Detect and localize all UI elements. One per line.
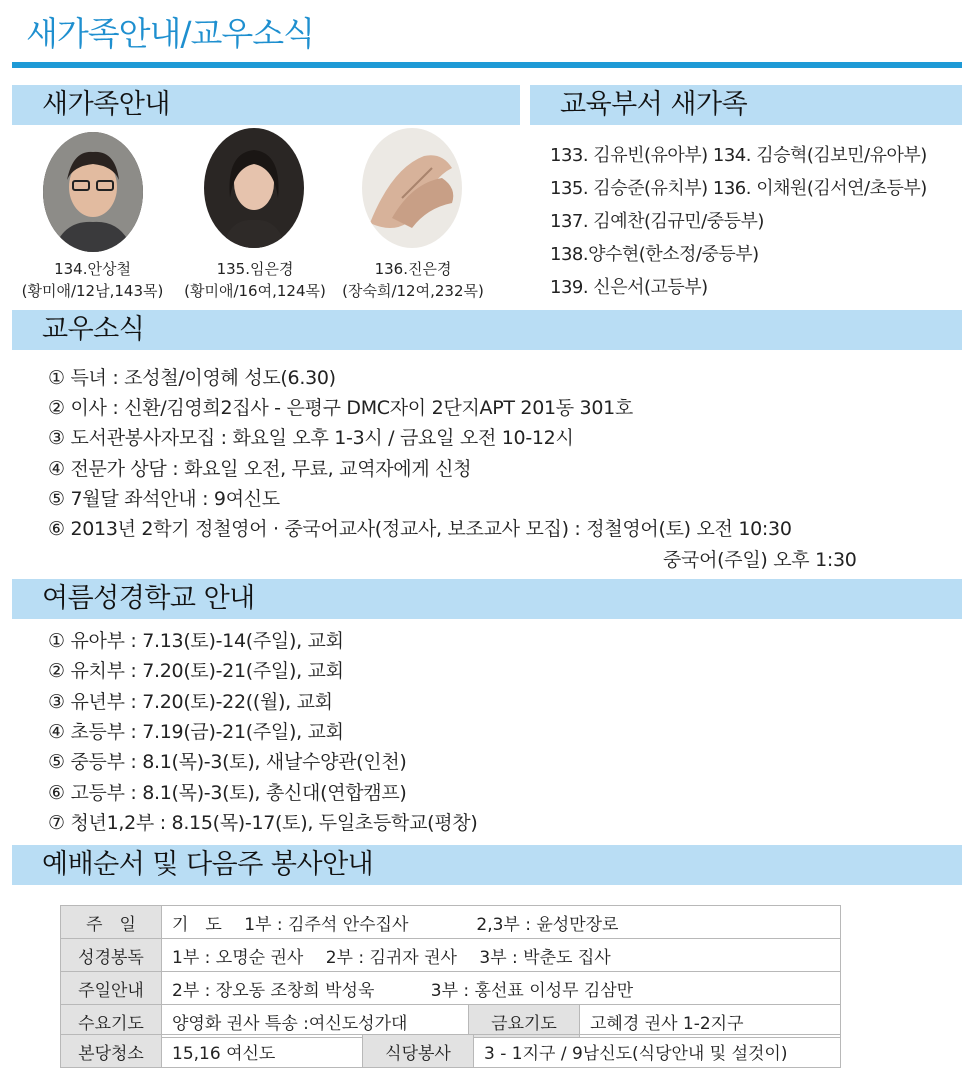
vbs-item: ⑥ 고등부 : 8.1(목)-3(토), 총신대(연합캠프) [48,782,407,804]
vbs-item: ⑤ 중등부 : 8.1(목)-3(토), 새날수양관(인천) [48,751,407,773]
news-item: ⑤ 7월달 좌석안내 : 9여신도 [48,488,280,510]
vbs-item: ③ 유년부 : 7.20(토)-22((월), 교회 [48,691,333,713]
edu-family-line: 138.양수현(한소정/중등부) [550,244,759,265]
person-caption-3 [333,258,493,302]
row-value: 3 - 1지구 / 9남신도(식당안내 및 설것이) [474,1035,841,1068]
row-label: 주 일 [61,906,162,939]
person-photo-3 [362,128,462,248]
table-row [61,939,841,972]
row-label: 식당봉사 [363,1035,474,1068]
news-item: ③ 도서관봉사자모집 : 화요일 오후 1-3시 / 금요일 오전 10-12시 [48,427,574,449]
person-detail: (황미애/12남,143목) [21,282,164,300]
news-item: ⑥ 2013년 2학기 정철영어 · 중국어교사(정교사, 보조교사 모집) : 정철영어(토) 오전 10:30 [48,518,792,540]
row-label: 성경봉독 [61,939,162,972]
news-item-continuation: 중국어(주일) 오후 1:30 [663,549,857,571]
row-label: 수요기도 [61,1005,162,1038]
title-underline [12,62,962,68]
row-label: 주일안내 [61,972,162,1005]
person-caption-1 [10,258,175,302]
news-item: ④ 전문가 상담 : 화요일 오전, 무료, 교역자에게 신청 [48,458,472,480]
person-name: 134.안상철 [54,260,131,278]
news-item: ① 득녀 : 조성철/이영혜 성도(6.30) [48,367,336,389]
row-value: 1부 : 오명순 권사 2부 : 김귀자 권사 3부 : 박춘도 집사 [162,939,841,972]
news-item: ② 이사 : 신환/김영희2집사 - 은평구 DMC자이 2단지APT 201동 301호 [48,397,633,419]
row-value: 15,16 여신도 [162,1035,363,1068]
person-detail: (황미애/16여,124목) [184,282,326,300]
person-detail: (장숙희/12여,232목) [342,282,484,300]
edu-family-line: 135. 김승준(유치부) 136. 이채원(김서연/초등부) [550,178,927,199]
page-title: 새가족안내/교우소식 [26,14,315,53]
schedule-table-last-row [60,1034,841,1068]
vbs-item: ⑦ 청년1,2부 : 8.15(목)-17(토), 두일초등학교(평창) [48,812,478,834]
row-value: 기 도 1부 : 김주석 안수집사 2,3부 : 윤성만장로 [162,906,841,939]
row-value: 양영화 권사 특송 :여신도성가대 [162,1005,469,1038]
row-value: 2부 : 장오동 조창희 박성욱 3부 : 홍선표 이성무 김삼만 [162,972,841,1005]
schedule-table [60,905,841,1038]
person-photo-2 [204,128,304,248]
table-row [61,972,841,1005]
person-name: 136.진은경 [374,260,452,278]
table-row [61,1005,841,1038]
edu-family-heading: 교육부서 새가족 [530,85,962,125]
person-photo-1 [43,132,143,252]
table-row [61,906,841,939]
schedule-heading: 예배순서 및 다음주 봉사안내 [12,845,962,885]
edu-family-line: 137. 김예찬(김규민/중등부) [550,211,764,232]
vbs-item: ② 유치부 : 7.20(토)-21(주일), 교회 [48,660,344,682]
row-label: 금요기도 [469,1005,580,1038]
person-name: 135.임은경 [216,260,294,278]
edu-family-line: 139. 신은서(고등부) [550,277,708,298]
vbs-item: ① 유아부 : 7.13(토)-14(주일), 교회 [48,630,344,652]
news-heading: 교우소식 [12,310,962,350]
new-family-heading: 새가족안내 [12,85,520,125]
vbs-heading: 여름성경학교 안내 [12,579,962,619]
person-caption-2 [175,258,335,302]
row-label: 본당청소 [61,1035,162,1068]
row-value: 고혜경 권사 1-2지구 [580,1005,841,1038]
edu-family-line: 133. 김유빈(유아부) 134. 김승혁(김보민/유아부) [550,145,927,166]
table-row [61,1035,841,1068]
vbs-item: ④ 초등부 : 7.19(금)-21(주일), 교회 [48,721,344,743]
